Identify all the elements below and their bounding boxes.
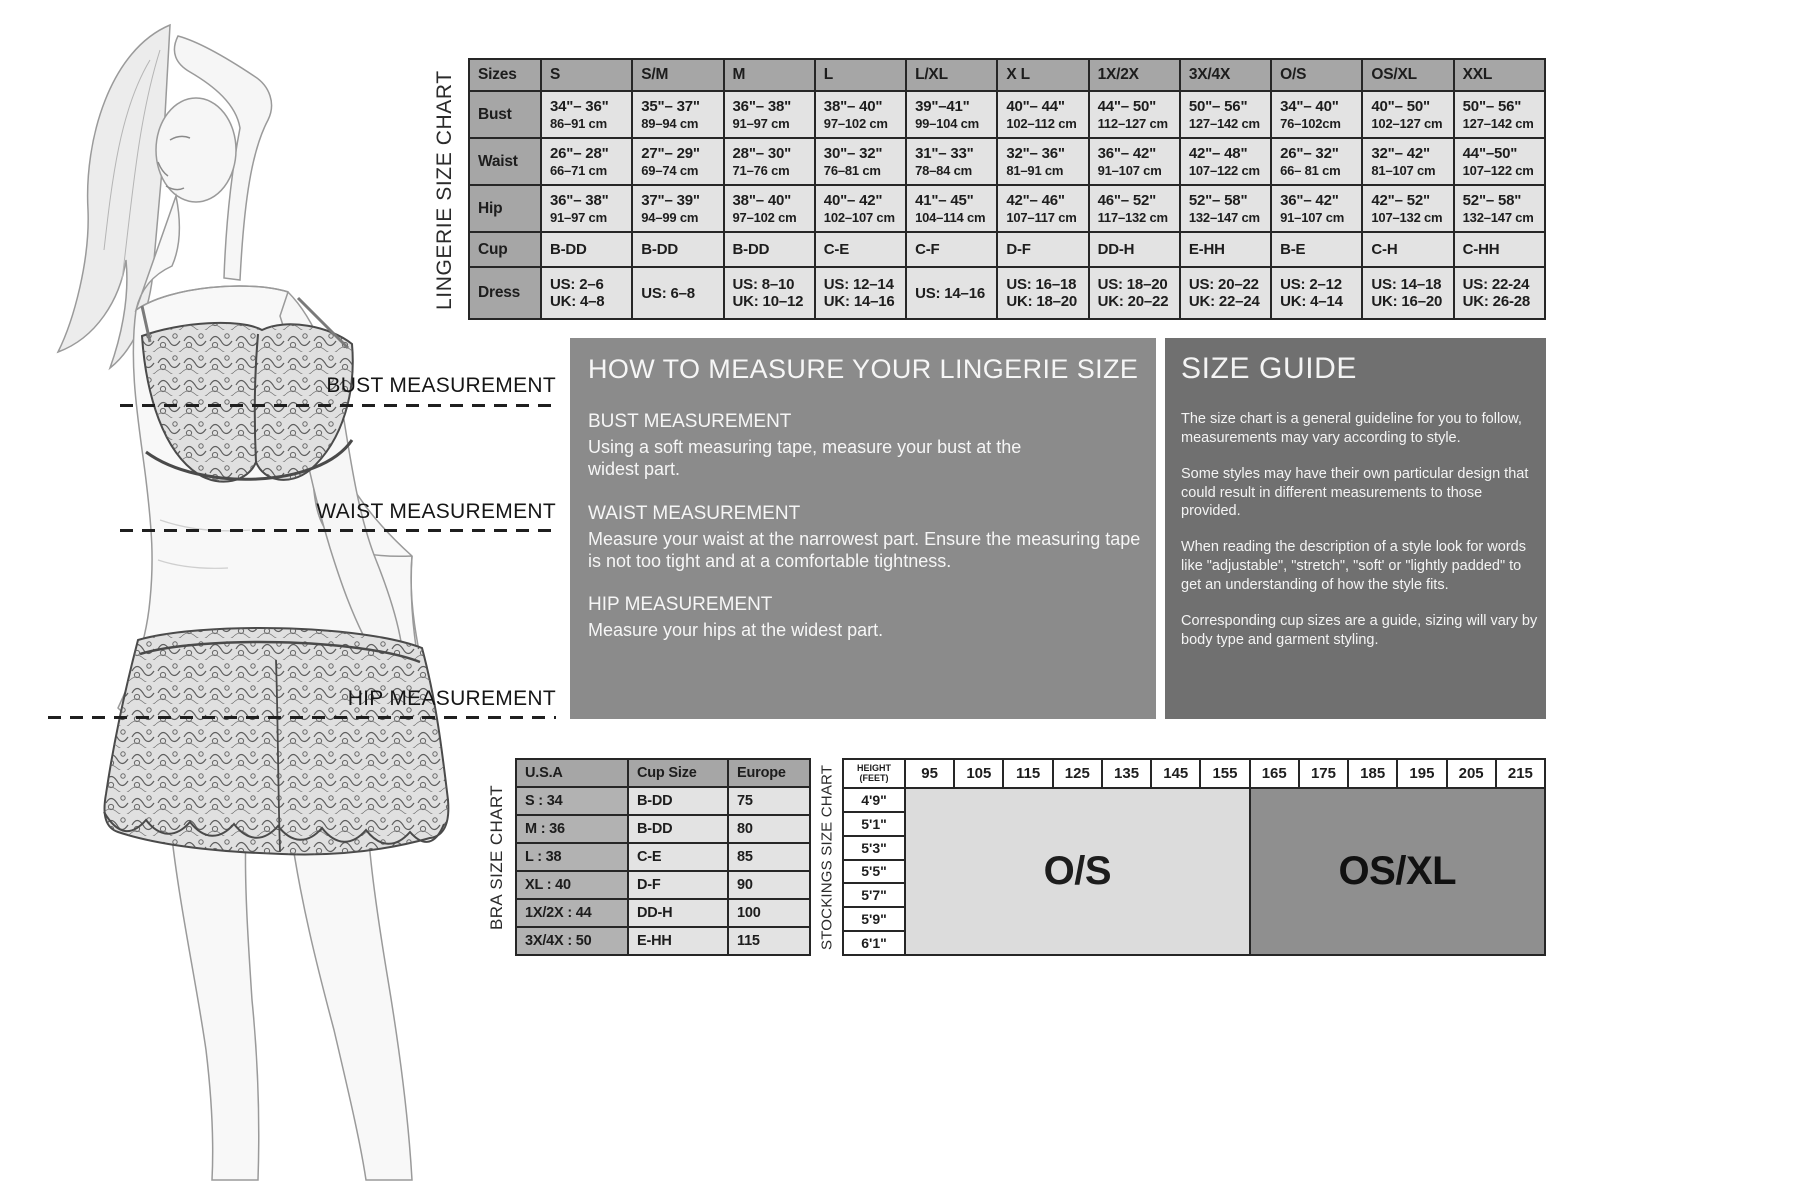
lingerie-cell-line: US: 2–6: [550, 276, 604, 293]
size-guide-paragraph: The size chart is a general guideline for you to follow, measurements may vary according to style.: [1181, 411, 1522, 446]
lingerie-cell: [632, 138, 723, 185]
lingerie-size-header: O/S: [1271, 59, 1362, 91]
lingerie-size-chart-table: [468, 58, 1546, 320]
bra-column-header: Europe: [728, 759, 810, 787]
size-guide-paragraph: Corresponding cup sizes are a guide, sizing will vary by body type and garment styling.: [1181, 612, 1538, 648]
lingerie-cell: [1089, 267, 1180, 319]
how-to-measure-title: HOW TO MEASURE YOUR LINGERIE SIZE: [588, 354, 1139, 384]
lingerie-cell: [906, 267, 997, 319]
size-guide-paragraph: When reading the description of a style look for words like "adjustable", "stretch", "soft' or "lightly padded" to get an understanding of how the style fits.: [1181, 539, 1526, 593]
lingerie-cell: [815, 91, 906, 138]
lingerie-cell-line: B-E: [1280, 241, 1306, 258]
lingerie-cell: [1180, 91, 1271, 138]
lingerie-cell-line: 32"– 42": [1371, 145, 1430, 162]
bra-cell: D-F: [628, 871, 728, 899]
lingerie-cell-line: 112–127 cm: [1097, 116, 1168, 131]
bra-cell: XL : 40: [516, 871, 628, 899]
lingerie-cell: [1454, 138, 1545, 185]
lingerie-cell-line: 52"– 58": [1188, 192, 1248, 209]
lingerie-cell: [906, 232, 997, 267]
bra-cell: E-HH: [628, 927, 728, 955]
lingerie-cell: [1089, 185, 1180, 232]
stockings-corner-header: [844, 760, 904, 787]
stockings-weight-header: 125: [1054, 760, 1101, 787]
lingerie-cell: [1271, 267, 1362, 319]
bra-cell: 80: [728, 815, 810, 843]
lingerie-cell-line: 40"– 42": [823, 192, 883, 209]
lingerie-cell-line: 66– 81 cm: [1280, 163, 1341, 178]
lingerie-cell: [1271, 232, 1362, 267]
bra-size-chart-table: [515, 758, 811, 956]
lingerie-size-header: S: [541, 59, 632, 91]
lingerie-row-label: Hip: [469, 185, 541, 232]
lingerie-cell-line: US: 6–8: [641, 284, 695, 302]
stockings-height-label: 6'1": [844, 932, 904, 954]
stockings-height-label: 5'1": [844, 813, 904, 835]
stockings-region-osxl: OS/XL: [1251, 789, 1544, 954]
lingerie-cell-line: 31"– 33": [915, 145, 974, 162]
stockings-weight-header: 135: [1103, 760, 1150, 787]
bra-cell: 85: [728, 843, 810, 871]
lingerie-cell-line: 102–112 cm: [1006, 116, 1077, 131]
how-to-measure-box: [570, 338, 1156, 719]
lingerie-cell-line: 66–71 cm: [550, 163, 607, 178]
stockings-weight-header: 145: [1152, 760, 1199, 787]
lingerie-cell-line: UK: 22–24: [1188, 293, 1260, 310]
lingerie-cell-line: 28"– 30": [732, 145, 792, 162]
lingerie-size-header: X L: [997, 59, 1088, 91]
lingerie-size-header: OS/XL: [1362, 59, 1453, 91]
lingerie-cell-line: 91–97 cm: [732, 116, 790, 131]
waist-section-body: Measure your waist at the narrowest part. Ensure the measuring tape is not too tight and at a comfortable tightness.: [588, 528, 1141, 571]
lingerie-cell-line: 26"– 32": [1280, 145, 1339, 162]
lingerie-cell-line: 41"– 45": [915, 192, 974, 209]
lingerie-cell-line: 27"– 29": [641, 145, 700, 162]
lingerie-cell-line: B-DD: [732, 241, 770, 258]
lingerie-cell-line: 42"– 46": [1006, 192, 1065, 209]
lingerie-cell-line: US: 12–14: [823, 276, 894, 293]
lingerie-cell-line: 117–132 cm: [1097, 210, 1168, 225]
stockings-region-os: O/S: [906, 789, 1249, 954]
lingerie-cell-line: 34"– 36": [550, 98, 609, 115]
bra-cell: L : 38: [516, 843, 628, 871]
lingerie-cell-line: 104–114 cm: [915, 210, 986, 225]
lingerie-size-header: L/XL: [906, 59, 997, 91]
lingerie-cell-line: 69–74 cm: [641, 163, 699, 178]
lingerie-cell-line: B-DD: [550, 241, 587, 258]
lingerie-cell: [1271, 138, 1362, 185]
lingerie-cell: [541, 91, 632, 138]
lingerie-cell-line: 36"– 42": [1097, 145, 1157, 162]
lingerie-cell: [1454, 267, 1545, 319]
lingerie-cell-line: 38"– 40": [823, 98, 883, 115]
lingerie-row-label: Dress: [469, 267, 541, 319]
lingerie-cell-line: 32"– 36": [1006, 145, 1065, 162]
bra-cell: 3X/4X : 50: [516, 927, 628, 955]
bra-cell: 115: [728, 927, 810, 955]
stockings-weight-header: 195: [1398, 760, 1445, 787]
lingerie-cell: [724, 91, 815, 138]
lingerie-cell-line: 40"– 44": [1006, 98, 1065, 115]
lingerie-cell: [1271, 91, 1362, 138]
bra-column-header: U.S.A: [516, 759, 628, 787]
lingerie-size-header: XXL: [1454, 59, 1545, 91]
lingerie-cell-line: C-HH: [1462, 241, 1500, 258]
lingerie-cell: [1180, 185, 1271, 232]
bra-column-header: Cup Size: [628, 759, 728, 787]
lingerie-cell: [724, 232, 815, 267]
lingerie-cell-line: 42"– 52": [1371, 192, 1430, 209]
stockings-weight-header: 105: [955, 760, 1002, 787]
bra-cell: 1X/2X : 44: [516, 899, 628, 927]
lingerie-corner-header: Sizes: [469, 59, 541, 91]
lingerie-cell-line: UK: 16–20: [1371, 293, 1443, 310]
size-guide-box: [1165, 338, 1546, 719]
hip-measurement-label: HIP MEASUREMENT: [347, 687, 556, 710]
lingerie-cell: [541, 138, 632, 185]
lingerie-cell-line: 42"– 48": [1188, 145, 1248, 162]
lingerie-cell-line: 38"– 40": [732, 192, 792, 209]
size-guide-title: SIZE GUIDE: [1181, 352, 1358, 385]
lingerie-cell: [1454, 185, 1545, 232]
lingerie-cell-line: 50"– 56": [1188, 98, 1248, 115]
lingerie-cell: [1271, 185, 1362, 232]
lingerie-cell-line: 36"– 42": [1280, 192, 1339, 209]
lingerie-cell: [632, 91, 723, 138]
bra-cell: C-E: [628, 843, 728, 871]
lingerie-cell-line: 91–97 cm: [550, 210, 607, 225]
lingerie-cell: [632, 267, 723, 319]
stockings-weight-header: 215: [1497, 760, 1544, 787]
lingerie-cell: [1180, 232, 1271, 267]
lingerie-cell-line: 39"–41": [915, 98, 970, 115]
stockings-height-label: 5'9": [844, 908, 904, 930]
lingerie-cell: [1454, 232, 1545, 267]
lingerie-cell-line: 44"–50": [1462, 145, 1518, 162]
lingerie-cell-line: 127–142 cm: [1462, 116, 1534, 131]
lingerie-size-header: S/M: [632, 59, 723, 91]
lingerie-cell: [1362, 267, 1453, 319]
lingerie-cell-line: 127–142 cm: [1188, 116, 1260, 131]
lingerie-cell-line: US: 18–20: [1097, 276, 1168, 293]
lingerie-cell: [815, 232, 906, 267]
lingerie-cell-line: 36"– 38": [550, 192, 609, 209]
stockings-corner-line: (FEET): [859, 772, 889, 783]
lingerie-cell: [815, 138, 906, 185]
lingerie-cell-line: 94–99 cm: [641, 210, 699, 225]
lingerie-cell: [632, 232, 723, 267]
lingerie-cell: [815, 185, 906, 232]
lingerie-cell-line: 44"– 50": [1097, 98, 1157, 115]
lingerie-cell-line: 76–102cm: [1280, 116, 1341, 131]
hip-measurement-line: [48, 716, 556, 719]
lingerie-cell: [997, 91, 1088, 138]
lingerie-cell-line: 37"– 39": [641, 192, 700, 209]
hip-section-heading: HIP MEASUREMENT: [588, 594, 773, 616]
lingerie-cell-line: 91–107 cm: [1280, 210, 1345, 225]
waist-measurement-label: WAIST MEASUREMENT: [316, 500, 556, 523]
lingerie-cell: [1362, 232, 1453, 267]
lingerie-cell: [1089, 91, 1180, 138]
bra-cell: M : 36: [516, 815, 628, 843]
lingerie-size-chart-side-label: LINGERIE SIZE CHART: [433, 70, 456, 310]
waist-section-heading: WAIST MEASUREMENT: [588, 502, 801, 524]
lingerie-cell-line: 91–107 cm: [1097, 163, 1162, 178]
bra-size-chart-side-label: BRA SIZE CHART: [487, 784, 506, 930]
lingerie-cell-line: DD-H: [1097, 241, 1135, 258]
lingerie-cell-line: B-DD: [641, 241, 678, 258]
lingerie-cell: [906, 138, 997, 185]
stockings-weight-header: 205: [1448, 760, 1495, 787]
lingerie-cell-line: UK: 4–8: [550, 293, 605, 310]
lingerie-size-header: M: [724, 59, 815, 91]
lingerie-cell: [541, 232, 632, 267]
lingerie-cell: [906, 185, 997, 232]
bra-cell: DD-H: [628, 899, 728, 927]
lingerie-cell-line: UK: 18–20: [1006, 293, 1078, 310]
bra-cell: 90: [728, 871, 810, 899]
lingerie-cell-line: 26"– 28": [550, 145, 609, 162]
lingerie-cell: [1089, 138, 1180, 185]
lingerie-cell-line: US: 16–18: [1006, 276, 1077, 293]
bra-cell: B-DD: [628, 787, 728, 815]
lingerie-cell-line: US: 8–10: [732, 276, 795, 293]
lingerie-cell-line: 46"– 52": [1097, 192, 1157, 209]
lingerie-cell: [1362, 138, 1453, 185]
bra-cell: 100: [728, 899, 810, 927]
lingerie-size-header: L: [815, 59, 906, 91]
lingerie-cell-line: UK: 26-28: [1462, 293, 1531, 310]
lingerie-cell-line: 132–147 cm: [1462, 210, 1534, 225]
stockings-weight-header: 185: [1349, 760, 1396, 787]
lingerie-cell-line: 107–132 cm: [1371, 210, 1443, 225]
lingerie-cell-line: 102–127 cm: [1371, 116, 1443, 131]
lingerie-cell-line: 76–81 cm: [823, 163, 881, 178]
lingerie-cell-line: 107–117 cm: [1006, 210, 1077, 225]
lingerie-cell-line: UK: 14–16: [823, 293, 895, 310]
lingerie-cell-line: 99–104 cm: [915, 116, 980, 131]
lingerie-cell-line: D-F: [1006, 241, 1031, 258]
lingerie-cell: [632, 185, 723, 232]
lingerie-cell-line: 97–102 cm: [732, 210, 797, 225]
lingerie-cell: [541, 267, 632, 319]
lingerie-cell-line: C-F: [915, 241, 940, 258]
lingerie-cell-line: 34"– 40": [1280, 98, 1339, 115]
lingerie-cell-line: UK: 4–14: [1280, 293, 1343, 310]
lingerie-row-label: Bust: [469, 91, 541, 138]
lingerie-cell-line: E-HH: [1188, 241, 1225, 258]
lingerie-cell-line: 132–147 cm: [1188, 210, 1260, 225]
lingerie-cell-line: 107–122 cm: [1188, 163, 1260, 178]
lingerie-cell-line: 36"– 38": [732, 98, 792, 115]
lingerie-cell: [1180, 138, 1271, 185]
stockings-corner-line: HEIGHT: [856, 762, 891, 773]
bra-cell: S : 34: [516, 787, 628, 815]
stockings-height-label: 5'5": [844, 861, 904, 883]
lingerie-cell: [997, 185, 1088, 232]
lingerie-cell-line: C-E: [823, 241, 850, 258]
lingerie-cell: [724, 138, 815, 185]
lingerie-cell-line: US: 14–16: [915, 284, 985, 302]
lingerie-size-header: 1X/2X: [1089, 59, 1180, 91]
lingerie-cell-line: 50"– 56": [1462, 98, 1522, 115]
lingerie-cell-line: US: 14–18: [1371, 276, 1442, 293]
lingerie-cell: [1362, 185, 1453, 232]
bra-cell: B-DD: [628, 815, 728, 843]
bust-section-heading: BUST MEASUREMENT: [588, 411, 792, 432]
lingerie-cell-line: 35"– 37": [641, 98, 700, 115]
lingerie-cell-line: US: 22-24: [1462, 276, 1530, 293]
lingerie-cell: [997, 232, 1088, 267]
stockings-weight-header: 155: [1201, 760, 1248, 787]
lingerie-cell: [997, 267, 1088, 319]
lingerie-cell: [724, 185, 815, 232]
lingerie-cell-line: 40"– 50": [1371, 98, 1430, 115]
lingerie-cell-line: 102–107 cm: [823, 210, 895, 225]
stockings-weight-header: 115: [1004, 760, 1051, 787]
lingerie-cell-line: US: 20–22: [1188, 276, 1259, 293]
lingerie-cell-line: UK: 20–22: [1097, 293, 1169, 310]
lingerie-cell: [1180, 267, 1271, 319]
stockings-height-label: 5'3": [844, 837, 904, 859]
lingerie-cell-line: 97–102 cm: [823, 116, 888, 131]
lingerie-cell-line: 81–91 cm: [1006, 163, 1064, 178]
lingerie-cell: [1362, 91, 1453, 138]
waist-measurement-line: [120, 529, 556, 532]
lingerie-cell: [906, 91, 997, 138]
lingerie-cell-line: 89–94 cm: [641, 116, 699, 131]
stockings-weight-header: 95: [906, 760, 953, 787]
lingerie-cell-line: UK: 10–12: [732, 293, 804, 310]
stockings-height-label: 5'7": [844, 884, 904, 906]
lingerie-cell-line: US: 2–12: [1280, 276, 1342, 293]
stockings-weight-header: 165: [1251, 760, 1298, 787]
lingerie-cell-line: 52"– 58": [1462, 192, 1522, 209]
lingerie-size-header: 3X/4X: [1180, 59, 1271, 91]
stockings-height-label: 4'9": [844, 789, 904, 811]
lingerie-cell: [1089, 232, 1180, 267]
bra-cell: 75: [728, 787, 810, 815]
lingerie-cell: [541, 185, 632, 232]
stockings-size-chart-table: [842, 758, 1546, 956]
lingerie-cell-line: 107–122 cm: [1462, 163, 1534, 178]
bust-section-body: Using a soft measuring tape, measure your bust at the widest part.: [588, 437, 1022, 480]
hip-section-body: Measure your hips at the widest part.: [588, 620, 884, 641]
lingerie-cell-line: 71–76 cm: [732, 163, 790, 178]
lingerie-row-label: Waist: [469, 138, 541, 185]
size-guide-paragraph: Some styles may have their own particular design that could result in different measurements to those provided.: [1181, 465, 1529, 520]
lingerie-cell-line: 78–84 cm: [915, 163, 973, 178]
lingerie-cell: [724, 267, 815, 319]
lingerie-cell-line: C-H: [1371, 241, 1398, 258]
lingerie-cell: [815, 267, 906, 319]
lingerie-cell-line: 86–91 cm: [550, 116, 607, 131]
lingerie-cell-line: 30"– 32": [823, 145, 883, 162]
stockings-weight-header: 175: [1300, 760, 1347, 787]
bust-measurement-line: [120, 404, 556, 407]
lingerie-cell: [997, 138, 1088, 185]
lingerie-row-label: Cup: [469, 232, 541, 267]
bust-measurement-label: BUST MEASUREMENT: [326, 374, 556, 397]
lingerie-cell: [1454, 91, 1545, 138]
lingerie-cell-line: 81–107 cm: [1371, 163, 1436, 178]
stockings-size-chart-side-label: STOCKINGS SIZE CHART: [818, 764, 836, 950]
